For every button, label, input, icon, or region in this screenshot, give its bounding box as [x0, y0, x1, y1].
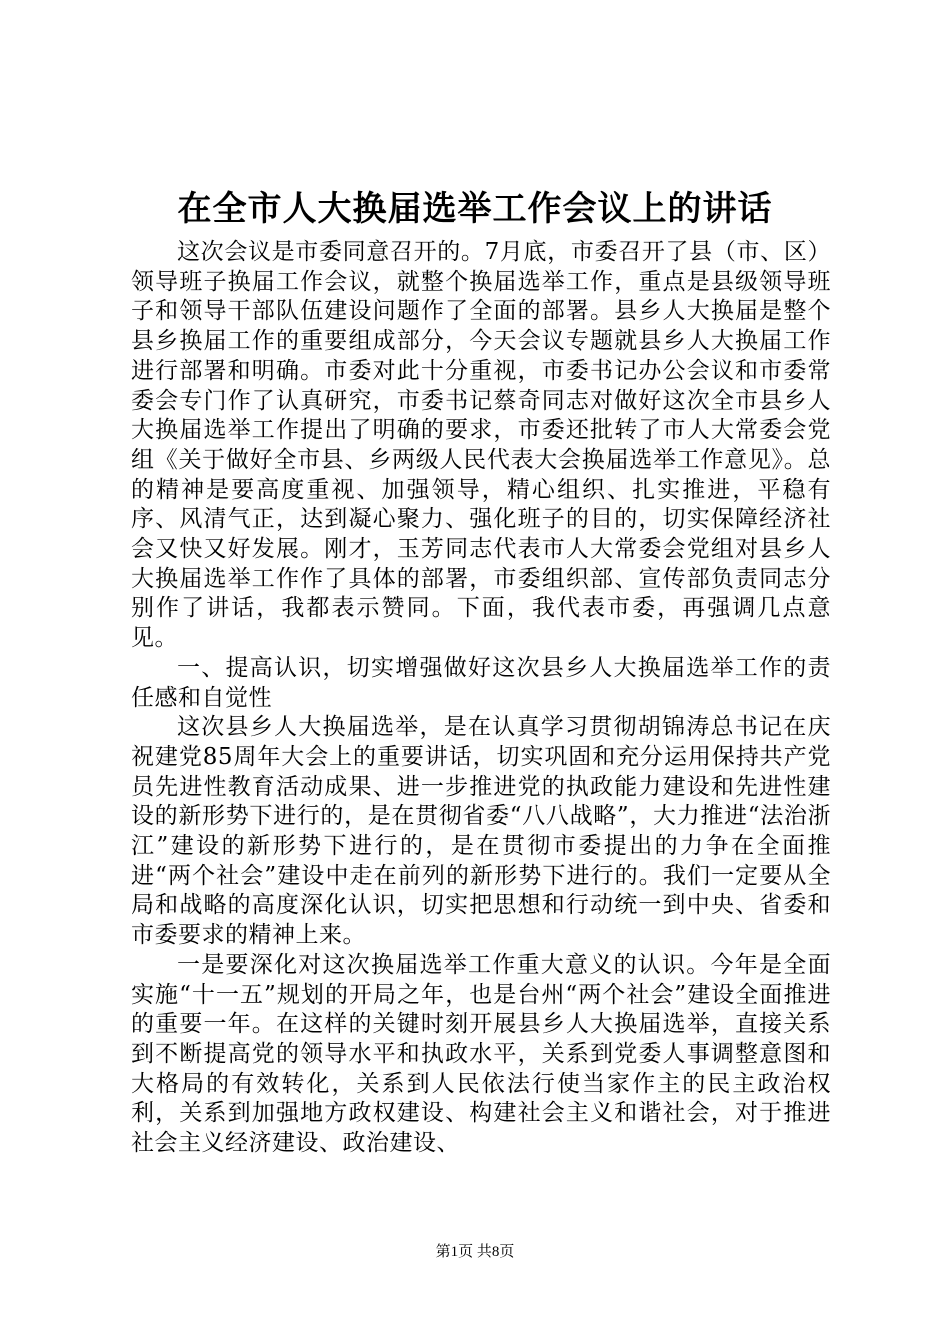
document-title: 在全市人大换届选举工作会议上的讲话 — [177, 189, 773, 229]
page-footer: 第1页 共8页 — [435, 1244, 515, 1260]
paragraph-point-1: 一是要深化对这次换届选举工作重大意义的认识。今年是全面实施“十一五”规划的开局之年，也是台州“两个社会”建设全面推进的重要一年。在这样的关键时刻开展县乡人大换届选举，直接关系到不断提高党的领导水平和执政水平，关系到党委人事调整意图和大格局的有效转化，关系到人民依法行使当家作主的民主政治权利，关系到加强地方政权建设、构建社会主义和谐社会，对于推进社会主义经济建设、政治建设、 — [131, 951, 831, 1157]
document-body — [131, 238, 831, 1159]
paragraph-context: 这次县乡人大换届选举，是在认真学习贯彻胡锦涛总书记在庆祝建党85周年大会上的重要讲话，切实巩固和充分运用保持共产党员先进性教育活动成果、进一步推进党的执政能力建设和先进性建设的新形势下进行的，是在贯彻省委“八八战略”，大力推进“法治浙江”建设的新形势下进行的，是在贯彻市委提出的力争在全面推进“两个社会”建设中走在前列的新形势下进行的。我们一定要从全局和战略的高度深化认识，切实把思想和行动统一到中央、省委和市委要求的精神上来。 — [131, 714, 831, 949]
paragraph-intro: 这次会议是市委同意召开的。7月底，市委召开了县（市、区）领导班子换届工作会议，就整个换届选举工作，重点是县级领导班子和领导干部队伍建设问题作了全面的部署。县乡人大换届是整个县乡换届工作的重要组成部分，今天会议专题就县乡人大换届工作进行部署和明确。市委对此十分重视，市委书记办公会议和市委常委会专门作了认真研究，市委书记蔡奇同志对做好这次全市县乡人大换届选举工作提出了明确的要求，市委还批转了市人大常委会党组《关于做好全市县、乡两级人民代表大会换届选举工作意见》。总的精神是要高度重视、加强领导，精心组织、扎实推进，平稳有序、风清气正，达到凝心聚力、强化班子的目的，切实保障经济社会又快又好发展。刚才，玉芳同志代表市人大常委会党组对县乡人大换届选举工作作了具体的部署，市委组织部、宣传部负责同志分别作了讲话，我都表示赞同。下面，我代表市委，再强调几点意见。 — [131, 239, 831, 652]
section-heading-1: 一、提高认识，切实增强做好这次县乡人大换届选举工作的责任感和自觉性 — [131, 654, 831, 711]
